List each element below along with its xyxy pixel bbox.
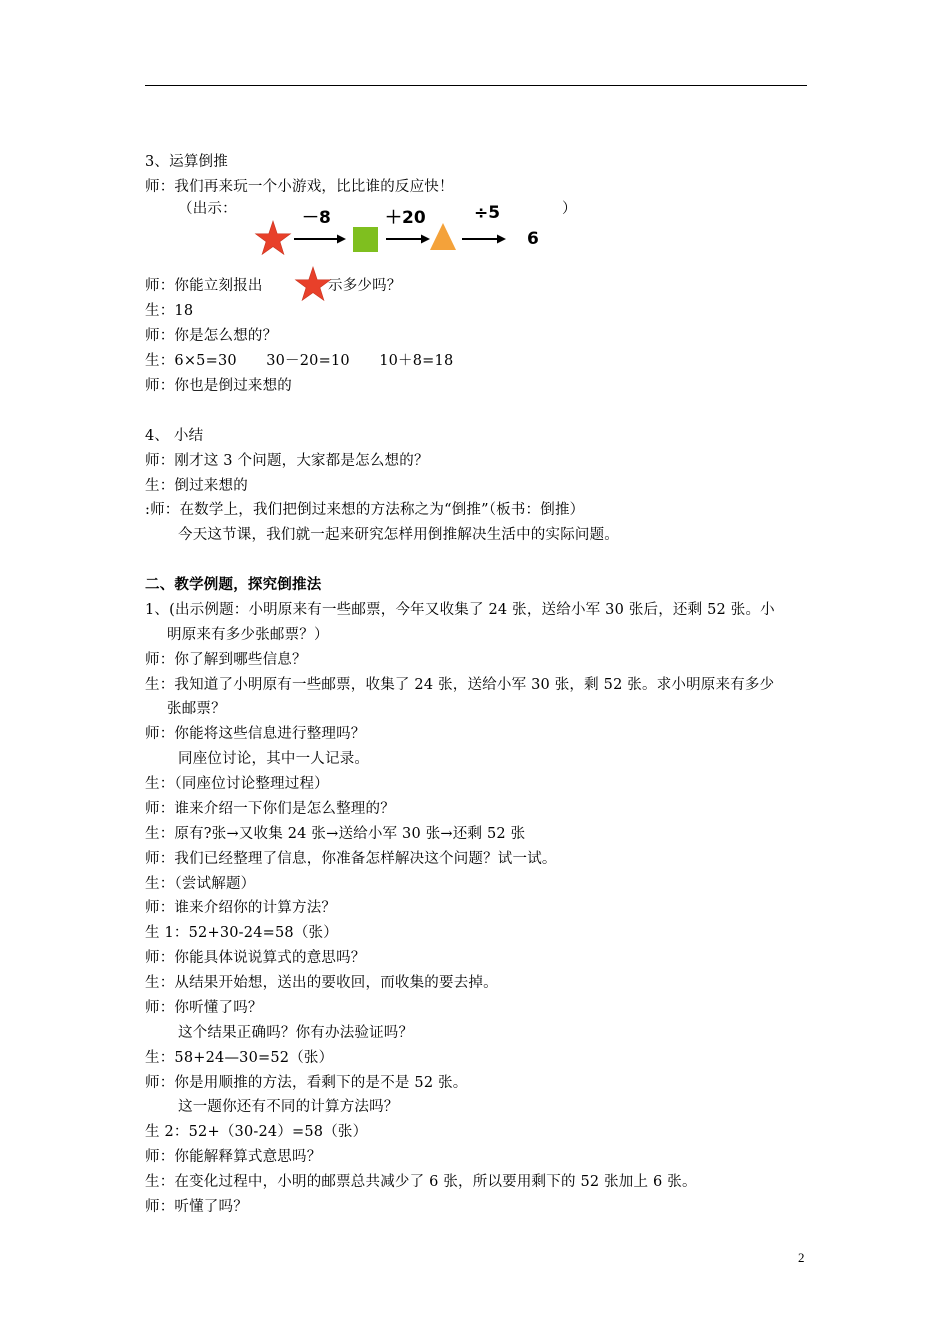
text-line: 师：你是怎么想的？ — [145, 328, 278, 344]
text-line: 同座位讨论，其中一人记录。 — [178, 751, 370, 767]
text-line: :师：在数学上，我们把倒过来想的方法称之为“倒推”（板书：倒推） — [145, 502, 585, 518]
flow-result: 6 — [527, 229, 539, 249]
text-line: 生：原有?张→又收集 24 张→送给小军 30 张→还剩 52 张 — [145, 826, 526, 842]
text-line: 师：你了解到哪些信息？ — [145, 652, 307, 668]
text-line: 示多少吗？ — [328, 278, 402, 294]
text-line: 生 2：52+（30-24）=58（张） — [145, 1124, 368, 1140]
text-line: 师：你能立刻报出 — [145, 278, 263, 294]
arrow-2-head — [421, 235, 430, 244]
text-line: 师：谁来介绍一下你们是怎么整理的？ — [145, 801, 395, 817]
text-line: 1、(出示例题：小明原来有一些邮票，今年又收集了 24 张，送给小军 30 张后，还剩 52 张。小 — [145, 602, 775, 618]
op-minus-8: －8 — [302, 208, 331, 228]
text-line: 师：谁来介绍你的计算方法？ — [145, 900, 337, 916]
text-line: 张邮票？ — [167, 701, 226, 717]
page-number: 2 — [798, 1250, 805, 1265]
star-icon — [256, 221, 291, 254]
section-4-heading: 4、 小结 — [145, 428, 204, 444]
text-line: 这一题你还有不同的计算方法吗？ — [178, 1099, 399, 1115]
text-line: 生：6×5=30 30－20=10 10＋8=18 — [145, 353, 454, 369]
text-line: 生：倒过来想的 — [145, 478, 248, 494]
text-line: 师：你是用顺推的方法，看剩下的是不是 52 张。 — [145, 1075, 468, 1091]
triangle-icon — [430, 223, 456, 250]
text-line: 师：刚才这 3 个问题，大家都是怎么想的？ — [145, 453, 429, 469]
text-line: 生：18 — [145, 303, 194, 319]
text-line: 师：我们已经整理了信息，你准备怎样解决这个问题？试一试。 — [145, 851, 557, 867]
text-line: 生 1：52+30-24=58（张） — [145, 925, 338, 941]
text-line: 师：我们再来玩一个小游戏，比比谁的反应快！ — [145, 179, 454, 195]
text-line: 生：从结果开始想，送出的要收回，而收集的要去掉。 — [145, 975, 498, 991]
star-icon — [296, 267, 331, 300]
op-plus-20: ＋20 — [385, 208, 426, 228]
part-2-heading: 二、教学例题，探究倒推法 — [145, 577, 322, 593]
text-line: 生：（尝试解题） — [145, 876, 256, 892]
flow-diagram — [250, 218, 550, 268]
arrow-1-head — [337, 235, 346, 244]
text-line: 今天这节课，我们就一起来研究怎样用倒推解决生活中的实际问题。 — [178, 527, 619, 543]
text-line: 生：（同座位讨论整理过程） — [145, 776, 329, 792]
text-line: 生：在变化过程中，小明的邮票总共减少了 6 张，所以要用剩下的 52 张加上 6 张。 — [145, 1174, 697, 1190]
text-line: 明原来有多少张邮票？） — [167, 627, 329, 643]
header-rule — [145, 85, 807, 86]
text-line: 师：你能将这些信息进行整理吗？ — [145, 726, 366, 742]
show-open: （出示： — [178, 201, 237, 217]
text-line: 师：你听懂了吗？ — [145, 1000, 263, 1016]
op-divide-5: ÷5 — [474, 203, 501, 223]
section-3-heading: 3、运算倒推 — [145, 154, 228, 170]
text-line: 师：你能具体说说算式的意思吗？ — [145, 950, 366, 966]
arrow-3-head — [497, 235, 506, 244]
text-line: 师：听懂了吗？ — [145, 1199, 248, 1215]
text-line: 师：你能解释算式意思吗？ — [145, 1149, 322, 1165]
text-line: 生：58+24—30=52（张） — [145, 1050, 334, 1066]
text-line: 生：我知道了小明原有一些邮票，收集了 24 张，送给小军 30 张，剩 52 张。求小明原来有多少 — [145, 677, 775, 693]
text-line: 师：你也是倒过来想的 — [145, 378, 292, 394]
square-icon — [353, 227, 378, 252]
text-line: 这个结果正确吗？你有办法验证吗？ — [178, 1025, 414, 1041]
show-close: ） — [562, 201, 577, 217]
